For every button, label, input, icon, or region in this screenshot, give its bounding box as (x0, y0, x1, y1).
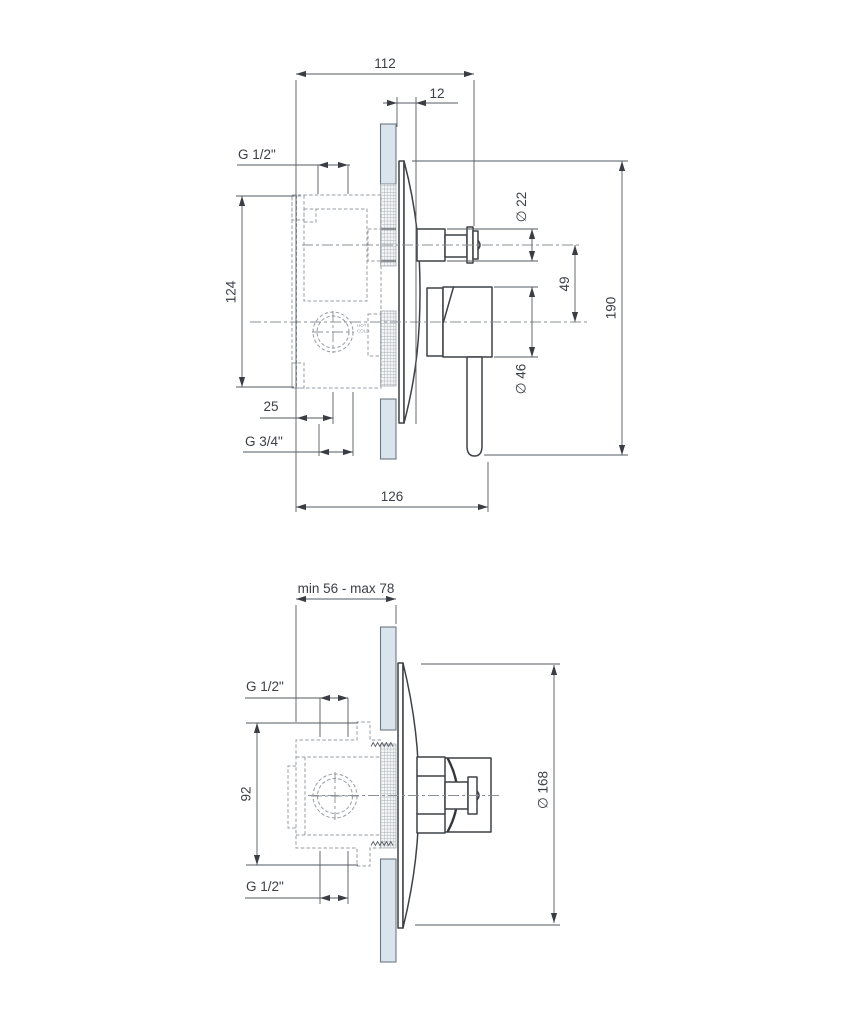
dim-124 (224, 196, 295, 387)
depth-section-view (239, 581, 561, 962)
g12-top-label: G 1/2" (238, 147, 276, 162)
thread-knurl-2 (381, 744, 397, 848)
dim-126-label: 126 (380, 489, 404, 504)
side-section-view (224, 56, 629, 512)
wall-section (381, 124, 397, 459)
dim-124-label: 124 (223, 280, 239, 304)
escutcheon-plate (399, 161, 420, 423)
concealed-valve-body-2 (288, 722, 381, 866)
dim-92-label: 92 (238, 786, 254, 802)
dim-g12-top-2 (245, 679, 348, 737)
concealed-valve-body (292, 195, 381, 388)
dim-g12-bottom-2 (245, 851, 348, 904)
wall-lower (381, 399, 397, 459)
body-stamp-line2: COLD (357, 328, 370, 334)
wall-upper-2 (381, 627, 397, 730)
g12-top-2-label: G 1/2" (246, 679, 284, 694)
dim-dia168-label: ∅ 168 (535, 770, 551, 810)
dim-25 (260, 392, 333, 424)
handle-assembly-front (417, 757, 491, 833)
g12-bottom-2-label: G 1/2" (246, 879, 284, 894)
dim-dia22-label: ∅ 22 (514, 191, 529, 223)
dim-25-label: 25 (263, 399, 279, 414)
handle-base-block (417, 757, 445, 833)
dim-112-label: 112 (374, 56, 396, 71)
g34-label: G 3/4" (245, 434, 283, 449)
dim-126 (296, 462, 488, 512)
dim-190-label: 190 (603, 296, 619, 320)
thread-knurl-upper (381, 184, 397, 266)
dim-dia46-label: ∅ 46 (513, 363, 529, 395)
body-stamp-line1: HOT (357, 323, 367, 328)
dim-depth-range-label: min 56 - max 78 (297, 581, 395, 596)
dim-g34-bottom (243, 392, 353, 456)
dim-49 (557, 245, 578, 322)
dim-g12-top (237, 147, 350, 194)
wall-lower-2 (381, 859, 397, 962)
handle-lever (427, 287, 492, 456)
dim-dia46 (494, 287, 538, 394)
dim-12-label: 12 (429, 86, 445, 101)
wall-upper (381, 124, 397, 184)
lever-rod (467, 357, 482, 456)
dim-92 (239, 723, 359, 865)
dim-49-label: 49 (557, 276, 572, 292)
wall-section-2 (371, 627, 396, 962)
